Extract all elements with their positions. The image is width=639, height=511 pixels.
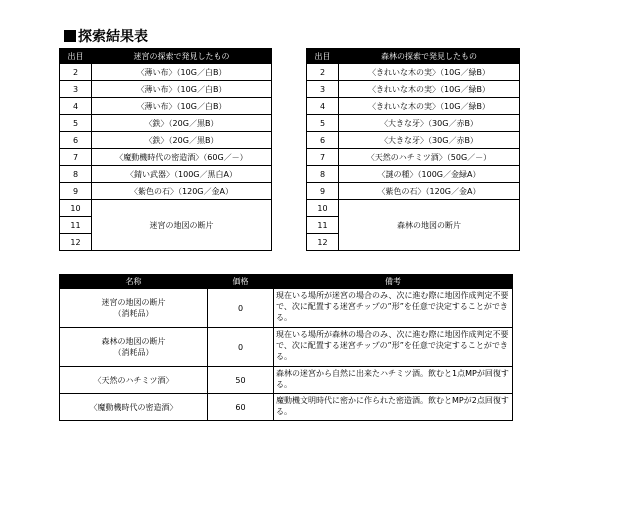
column-header: 迷宮の探索で発見したもの	[92, 49, 272, 64]
roll-cell: 6	[307, 132, 339, 149]
item-name: 森林の地図の断片	[101, 337, 166, 346]
note-cell: 魔動機文明時代に密かに作られた密造酒。飲むとMPが2点回復する。	[274, 394, 513, 421]
table-row	[60, 115, 272, 132]
table-row	[60, 328, 513, 367]
name-cell	[60, 328, 208, 367]
roll-cell: 7	[307, 149, 339, 166]
roll-cell: 3	[307, 81, 339, 98]
roll-cell: 8	[60, 166, 92, 183]
roll-cell: 5	[307, 115, 339, 132]
item-cell: 〈鉄〉（20G／黒B）	[92, 115, 272, 132]
roll-cell: 4	[307, 98, 339, 115]
price-cell: 0	[208, 328, 274, 367]
roll-cell: 11	[307, 217, 339, 234]
table-row	[307, 81, 520, 98]
column-header: 価格	[208, 275, 274, 289]
table-row	[60, 166, 272, 183]
column-header: 出目	[60, 49, 92, 64]
roll-cell: 9	[307, 183, 339, 200]
name-cell	[60, 289, 208, 328]
item-cell: 〈天然のハチミツ酒〉（50G／－）	[339, 149, 520, 166]
note-cell: 森林の迷宮から自然に出来たハチミツ酒。飲むと1点MPが回復する。	[274, 367, 513, 394]
roll-cell: 12	[307, 234, 339, 251]
roll-cell: 5	[60, 115, 92, 132]
page-title-text: 探索結果表	[78, 29, 148, 45]
note-cell: 現在いる場所が迷宮の場合のみ、次に進む際に地図作成判定不要で、次に配置する迷宮チップの”形”を任意で決定することができる。	[274, 289, 513, 328]
table-row	[60, 64, 272, 81]
note-cell: 現在いる場所が森林の場合のみ、次に進む際に地図作成判定不要で、次に配置する迷宮チップの”形”を任意で決定することができる。	[274, 328, 513, 367]
roll-cell: 8	[307, 166, 339, 183]
item-cell: 〈謎の種〉（100G／金緑A）	[339, 166, 520, 183]
item-cell: 〈大きな牙〉（30G／赤B）	[339, 132, 520, 149]
table-header-row	[307, 49, 520, 64]
column-header: 出目	[307, 49, 339, 64]
roll-cell: 2	[60, 64, 92, 81]
table-row	[60, 98, 272, 115]
roll-cell: 12	[60, 234, 92, 251]
table-row	[60, 132, 272, 149]
merged-item-cell: 迷宮の地図の断片	[92, 200, 272, 251]
table-row	[60, 149, 272, 166]
table-row	[307, 115, 520, 132]
table-row	[307, 200, 520, 217]
merged-item-cell: 森林の地図の断片	[339, 200, 520, 251]
table-header-row	[60, 49, 272, 64]
item-cell: 〈大きな牙〉（30G／赤B）	[339, 115, 520, 132]
price-cell: 0	[208, 289, 274, 328]
item-name: 迷宮の地図の断片	[101, 298, 166, 307]
table-row	[60, 200, 272, 217]
item-cell: 〈薄い布〉（10G／白B）	[92, 64, 272, 81]
table-row	[60, 289, 513, 328]
item-cell: 〈紫色の石〉（120G／金A）	[92, 183, 272, 200]
table-row	[60, 394, 513, 421]
table-row	[307, 64, 520, 81]
roll-cell: 10	[307, 200, 339, 217]
item-subtitle: （消耗品）	[113, 309, 154, 318]
item-subtitle: （消耗品）	[113, 348, 154, 357]
table-row	[307, 183, 520, 200]
column-header: 備考	[274, 275, 513, 289]
price-cell: 60	[208, 394, 274, 421]
page-title	[64, 26, 148, 46]
table-row	[60, 81, 272, 98]
column-header: 森林の探索で発見したもの	[339, 49, 520, 64]
name-cell: 〈天然のハチミツ酒〉	[60, 367, 208, 394]
item-cell: 〈きれいな木の実〉（10G／緑B）	[339, 98, 520, 115]
table-header-row	[60, 275, 513, 289]
roll-cell: 7	[60, 149, 92, 166]
table-row	[60, 183, 272, 200]
column-header: 名称	[60, 275, 208, 289]
roll-cell: 4	[60, 98, 92, 115]
item-cell: 〈きれいな木の実〉（10G／緑B）	[339, 64, 520, 81]
item-cell: 〈薄い布〉（10G／白B）	[92, 98, 272, 115]
table-row	[307, 98, 520, 115]
item-cell: 〈薄い布〉（10G／白B）	[92, 81, 272, 98]
roll-cell: 9	[60, 183, 92, 200]
item-cell: 〈紫色の石〉（120G／金A）	[339, 183, 520, 200]
name-cell: 〈魔動機時代の密造酒〉	[60, 394, 208, 421]
roll-cell: 10	[60, 200, 92, 217]
item-cell: 〈鉄〉（20G／黒B）	[92, 132, 272, 149]
items-table	[59, 274, 513, 421]
square-bullet-icon	[64, 30, 76, 42]
item-cell: 〈錆い武器〉（100G／黒白A）	[92, 166, 272, 183]
table-row	[307, 132, 520, 149]
table-row	[60, 367, 513, 394]
item-cell: 〈魔動機時代の密造酒〉（60G／－）	[92, 149, 272, 166]
price-cell: 50	[208, 367, 274, 394]
roll-cell: 6	[60, 132, 92, 149]
item-cell: 〈きれいな木の実〉（10G／緑B）	[339, 81, 520, 98]
roll-cell: 2	[307, 64, 339, 81]
table-row	[307, 166, 520, 183]
forest-table	[306, 48, 520, 251]
roll-cell: 11	[60, 217, 92, 234]
roll-cell: 3	[60, 81, 92, 98]
labyrinth-table	[59, 48, 272, 251]
table-row	[307, 149, 520, 166]
